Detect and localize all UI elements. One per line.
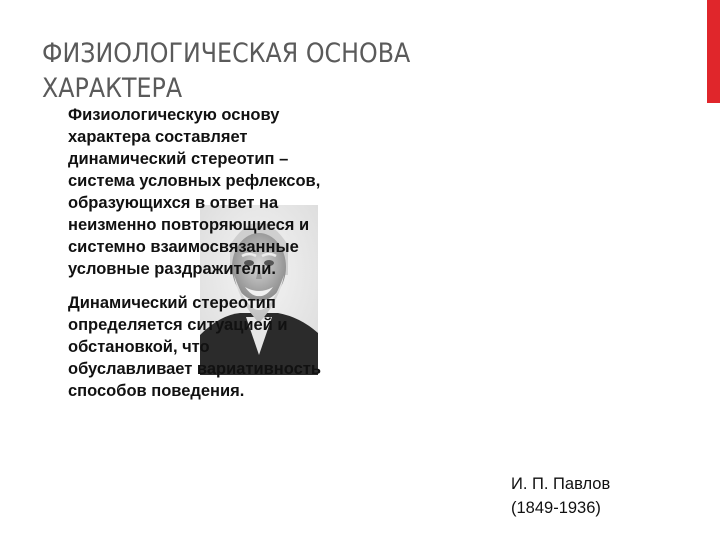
accent-bar (707, 0, 720, 103)
title-line-1: ФИЗИОЛОГИЧЕСКАЯ ОСНОВА (42, 38, 411, 69)
portrait-caption (511, 472, 610, 520)
slide-title (42, 36, 570, 106)
paragraph-2: Динамический стереотип определяется ситуацией и обстановкой, что обуславливает вариативность способов поведения. (68, 294, 322, 400)
paragraph-1: Физиологическую основу характера составляет динамический стереотип – система условных рефлексов, образующихся в ответ на неизменно повторяющиеся и системно взаимосвязанные условные раздражители. (68, 106, 321, 278)
caption-years: (1849-1936) (511, 499, 601, 517)
caption-name: И. П. Павлов (511, 475, 611, 493)
body-text (68, 104, 398, 414)
title-line-2: ХАРАКТЕРА (42, 73, 183, 104)
